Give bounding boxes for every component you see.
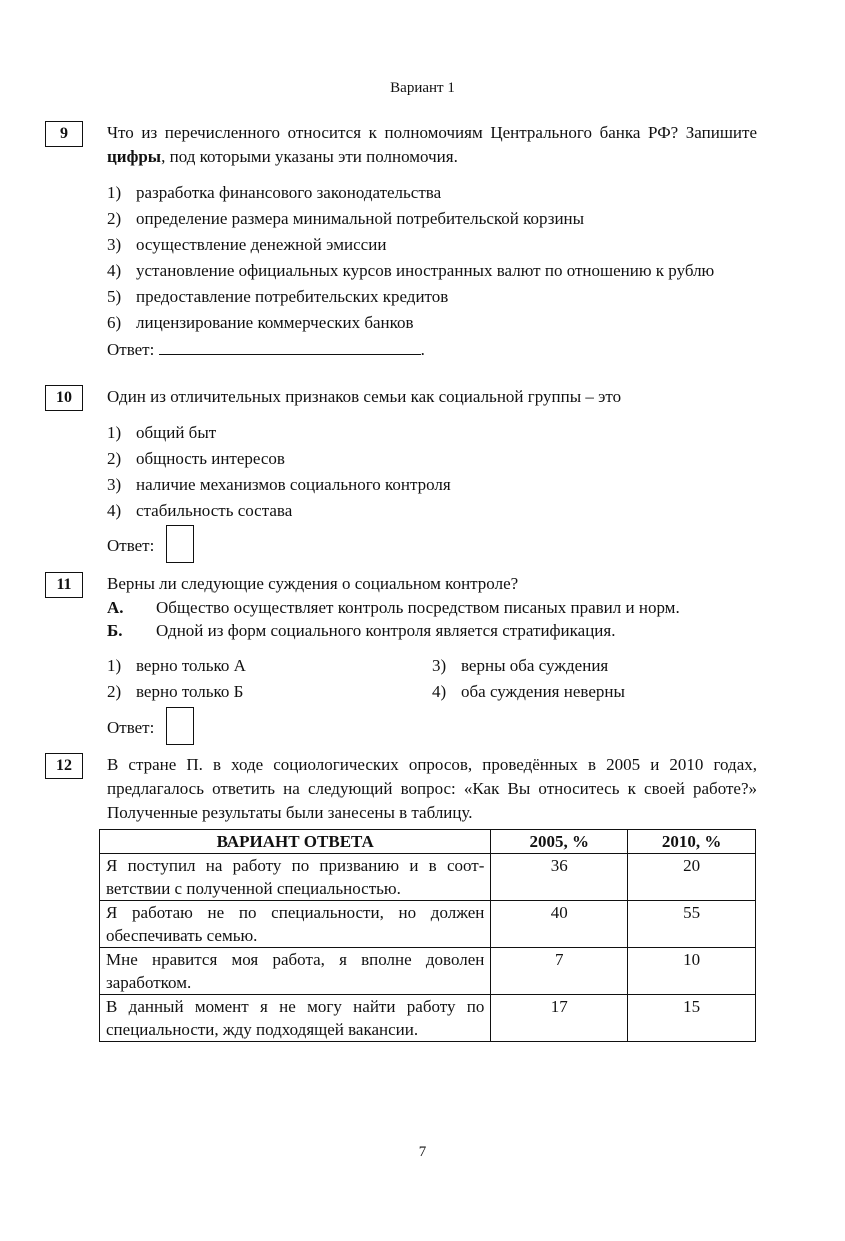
option-item — [107, 207, 757, 230]
cell-2005: 7 — [491, 948, 628, 995]
statement-text: Общество осуществляет контроль посредством писаных правил и норм. — [156, 598, 680, 617]
option-text: верно только Б — [136, 682, 244, 701]
option-text: разработка финансового законодательства — [136, 183, 442, 202]
option-text: общий быт — [136, 423, 217, 442]
table-row — [100, 901, 756, 948]
option-number: 2) — [107, 682, 122, 701]
cell-2005: 17 — [491, 995, 628, 1042]
option-number: 1) — [107, 183, 122, 202]
question-11-text: Верны ли следующие суждения о социальном контроле? — [107, 574, 519, 593]
cell-answer: Я поступил на работу по призванию и в соот-ветствии с полученной специальностью. — [100, 854, 491, 901]
option-number: 2) — [107, 209, 122, 228]
answer-box[interactable] — [166, 707, 194, 745]
question-number-9: 9 — [45, 121, 83, 147]
option-item — [107, 311, 757, 334]
cell-2010: 10 — [628, 948, 756, 995]
option-item — [107, 421, 757, 444]
option-number: 2) — [107, 449, 122, 468]
option-item — [107, 285, 757, 308]
option-number: 6) — [107, 313, 122, 332]
option-number: 4) — [107, 501, 122, 520]
question-10-options — [107, 421, 757, 522]
cell-answer: Мне нравится моя работа, я вполне доволен заработком. — [100, 948, 491, 995]
option-item — [107, 499, 757, 522]
question-11-options — [107, 654, 757, 706]
option-item — [107, 181, 757, 204]
question-9-options — [107, 181, 757, 334]
question-12-text: В стране П. в ходе социологических опросов, проведённых в 2005 и 2010 годах, предлагалось ответить на следующий вопрос: «Как Вы относитесь к своей работе?» Полученные результаты были занесены в таблицу. — [107, 755, 757, 822]
question-number-12: 12 — [45, 753, 83, 779]
question-9-text-bold: цифры — [107, 147, 162, 166]
option-text: предоставление потребительских кредитов — [136, 287, 449, 306]
question-9-answer — [107, 337, 757, 362]
answer-label: Ответ: — [107, 340, 155, 359]
statement-text: Одной из форм социального контроля является стратификация. — [156, 621, 616, 640]
option-text: определение размера минимальной потребительской корзины — [136, 209, 585, 228]
option-text: общность интересов — [136, 449, 285, 468]
statement-b — [107, 619, 757, 642]
option-number: 3) — [107, 475, 122, 494]
question-12-body — [107, 753, 757, 825]
option-item — [107, 259, 757, 282]
column-header-2005: 2005, % — [491, 830, 628, 854]
answer-box[interactable] — [166, 525, 194, 563]
option-text: верно только А — [136, 656, 246, 675]
question-10-answer — [107, 525, 757, 563]
question-11-body — [107, 572, 757, 745]
table-header-row — [100, 830, 756, 854]
table-row — [100, 854, 756, 901]
option-item — [107, 473, 757, 496]
table-row — [100, 995, 756, 1042]
statement-letter: А. — [107, 598, 124, 617]
option-number: 1) — [107, 423, 122, 442]
question-11-answer — [107, 707, 757, 745]
cell-2010: 15 — [628, 995, 756, 1042]
option-item — [107, 447, 757, 470]
options-column-right — [432, 654, 757, 706]
answer-line-end: . — [420, 340, 425, 359]
option-number: 5) — [107, 287, 122, 306]
answer-label: Ответ: — [107, 718, 155, 737]
option-number: 4) — [107, 261, 122, 280]
option-text: установление официальных курсов иностранных валют по отношению к рублю — [136, 261, 715, 280]
table-row — [100, 948, 756, 995]
options-column-left — [107, 654, 432, 706]
option-item — [432, 680, 757, 703]
option-text: верны оба суждения — [461, 656, 609, 675]
option-number: 3) — [432, 656, 447, 675]
option-text: осуществление денежной эмиссии — [136, 235, 387, 254]
survey-results-table — [99, 829, 756, 1042]
option-item — [107, 233, 757, 256]
column-header-answer: ВАРИАНТ ОТВЕТА — [100, 830, 491, 854]
statement-letter: Б. — [107, 621, 123, 640]
page-header: Вариант 1 — [390, 80, 455, 96]
cell-answer: Я работаю не по специальности, но должен обеспечивать семью. — [100, 901, 491, 948]
option-text: наличие механизмов социального контроля — [136, 475, 451, 494]
cell-2010: 20 — [628, 854, 756, 901]
option-number: 4) — [432, 682, 447, 701]
statement-a — [107, 596, 757, 619]
cell-answer: В данный момент я не могу найти работу по специальности, жду подходящей вакансии. — [100, 995, 491, 1042]
cell-2005: 40 — [491, 901, 628, 948]
column-header-2010: 2010, % — [628, 830, 756, 854]
option-text: оба суждения неверны — [461, 682, 625, 701]
option-item — [432, 654, 757, 677]
question-9-text-pre: Что из перечисленного относится к полномочиям Центрального банка РФ? Запишите — [107, 123, 757, 142]
option-item — [107, 680, 432, 703]
question-10-text: Один из отличительных признаков семьи как социальной группы – это — [107, 387, 622, 406]
cell-2010: 55 — [628, 901, 756, 948]
answer-label: Ответ: — [107, 536, 155, 555]
cell-2005: 36 — [491, 854, 628, 901]
answer-line-field[interactable] — [159, 337, 421, 355]
page-number: 7 — [418, 1144, 427, 1160]
option-number: 3) — [107, 235, 122, 254]
question-9-text-post: , под которыми указаны эти полномочия. — [161, 147, 458, 166]
option-item — [107, 654, 432, 677]
option-text: стабильность состава — [136, 501, 293, 520]
question-number-10: 10 — [45, 385, 83, 411]
question-9-body — [107, 121, 757, 362]
question-10-body — [107, 385, 757, 563]
option-number: 1) — [107, 656, 122, 675]
question-9-text — [107, 121, 757, 169]
question-number-11: 11 — [45, 572, 83, 598]
option-text: лицензирование коммерческих банков — [136, 313, 414, 332]
